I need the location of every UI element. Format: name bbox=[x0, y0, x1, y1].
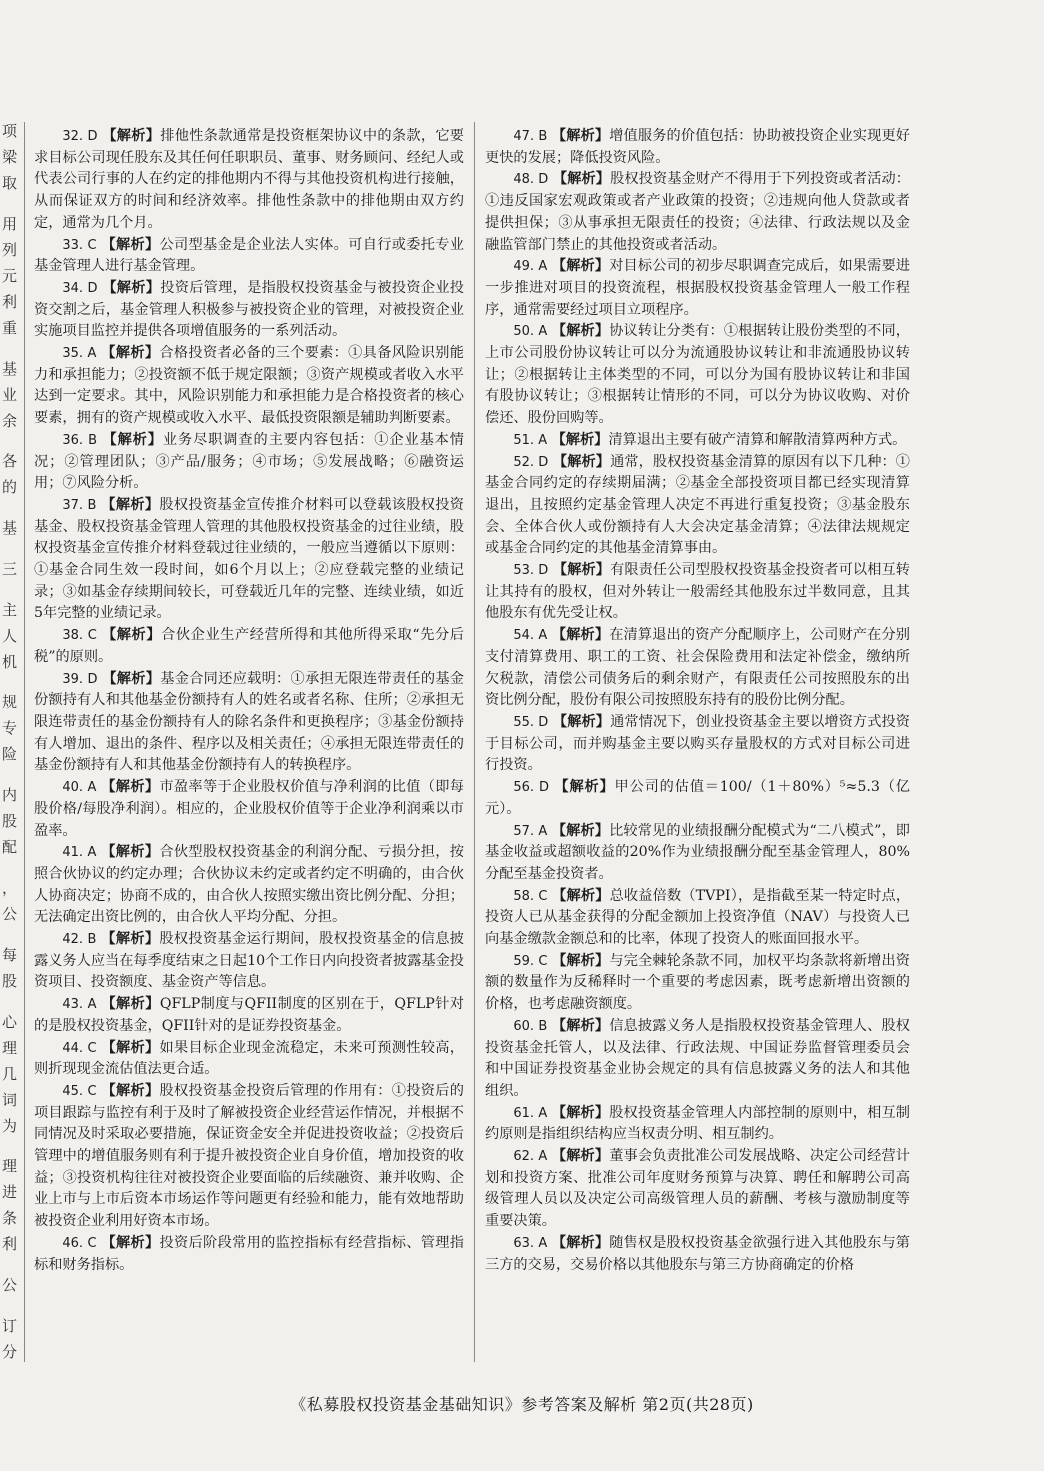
answer-number: 34. D bbox=[62, 280, 98, 296]
margin-char: 元 bbox=[2, 266, 18, 285]
answer-number: 50. A bbox=[513, 324, 548, 340]
margin-char: 主 bbox=[2, 600, 18, 619]
margin-char: 几 bbox=[2, 1064, 18, 1083]
margin-char: 为 bbox=[2, 1116, 18, 1135]
analysis-text: 有限责任公司型股权投资基金投资者可以相互转让其持有的股权，但对外转让一般需经其他股东过半数同意，且其他股东有优先受让权。 bbox=[485, 562, 910, 622]
answer-number: 61. A bbox=[513, 1105, 548, 1121]
analysis-tag: 【解析】 bbox=[102, 431, 163, 448]
answer-number: 59. C bbox=[513, 953, 548, 969]
answer-number: 52. D bbox=[513, 454, 549, 470]
answer-entry bbox=[485, 452, 910, 561]
answer-entry bbox=[34, 278, 464, 343]
margin-char: 取 bbox=[2, 174, 18, 192]
analysis-text: 公司型基金是企业法人实体。可自行或委托专业基金管理人进行基金管理。 bbox=[34, 236, 464, 275]
answer-column-left bbox=[34, 126, 464, 1276]
analysis-tag: 【解析】 bbox=[101, 1039, 160, 1056]
analysis-tag: 【解析】 bbox=[551, 822, 610, 839]
analysis-text: 股权投资基金投资后管理的作用有：①投资后的项目跟踪与监控有利于及时了解被投资企业经营运作情况，并根据不同情况及时采取必要措施，保证资金安全并促进投资收益；②投资后管理中的增值服务则有利于提升被投资企业自身价值，增加投资的收益；③投资机构往往对被投资企业要面临的后续融资、兼并收购、企业上市与上市后资本市场运作等问题更有经验和能力，能有效地帮助被投资企业利用好资本市场。 bbox=[34, 1082, 464, 1230]
analysis-tag: 【解析】 bbox=[101, 236, 160, 253]
analysis-text: 与完全棘轮条款不同，加权平均条款将新增出资额的数量作为反稀释时一个重要的考虑因素，既考虑新增出资额的价格，也考虑融资额度。 bbox=[485, 952, 910, 1013]
analysis-text: 通常，股权投资基金清算的原因有以下几种：①基金合同约定的存续期届满；②基金全部投资项目都已经实现清算退出，且按照约定基金管理人决定不再进行重复投资；③基金股东会、全体合伙人或份额持有人大会决定基金清算；④法律法规规定或基金合同约定的其他基金清算事由。 bbox=[485, 453, 910, 557]
margin-char: 专 bbox=[2, 719, 18, 738]
answer-number: 46. C bbox=[62, 1235, 97, 1251]
answer-number: 35. A bbox=[62, 346, 97, 362]
margin-char: 规 bbox=[2, 693, 18, 712]
answer-entry bbox=[34, 842, 464, 929]
analysis-text: 增值服务的价值包括：协助被投资企业实现更好更快的发展；降低投资风险。 bbox=[485, 128, 910, 166]
analysis-text: 通常情况下，创业投资基金主要以增资方式投资于目标公司，而并购基金主要以购买存量股权的方式对目标公司进行投资。 bbox=[485, 713, 910, 774]
analysis-text: 对目标公司的初步尽职调查完成后，如果需要进一步推进对项目的投资流程，根据股权投资基金管理人一般工作程序，通常需要经过项目立项程序。 bbox=[485, 258, 910, 318]
analysis-text: 市盈率等于企业股权价值与净利润的比值（即每股价格/每股净利润）。相应的，企业股权价值等于企业净利润乘以市盈率。 bbox=[34, 779, 464, 839]
analysis-tag: 【解析】 bbox=[551, 1104, 610, 1121]
analysis-text: 比较常见的业绩报酬分配模式为“二八模式”，即基金收益或超额收益的20%作为业绩报酬分配至基金管理人，80%分配至基金投资者。 bbox=[485, 822, 910, 882]
answer-number: 39. D bbox=[62, 671, 98, 687]
answer-entry bbox=[34, 1233, 464, 1276]
answer-entry bbox=[485, 625, 910, 712]
margin-char: 的 bbox=[2, 478, 18, 497]
margin-char: 股 bbox=[2, 812, 18, 831]
answer-entry bbox=[34, 994, 464, 1037]
answer-entry bbox=[34, 430, 464, 495]
answer-number: 47. B bbox=[513, 129, 548, 144]
margin-char bbox=[2, 345, 22, 353]
margin-char: 列 bbox=[2, 240, 18, 259]
answer-number: 32. D bbox=[62, 129, 98, 144]
analysis-tag: 【解析】 bbox=[552, 887, 610, 904]
analysis-tag: 【解析】 bbox=[551, 431, 609, 448]
analysis-tag: 【解析】 bbox=[551, 627, 610, 644]
margin-char bbox=[2, 931, 22, 939]
column-divider bbox=[474, 122, 475, 1362]
analysis-tag: 【解析】 bbox=[552, 952, 610, 969]
analysis-tag: 【解析】 bbox=[102, 128, 161, 144]
margin-char: 梁 bbox=[2, 148, 18, 166]
answer-number: 37. B bbox=[62, 497, 97, 513]
margin-char: 股 bbox=[2, 971, 18, 990]
margin-char: 人 bbox=[2, 626, 18, 645]
analysis-tag: 【解析】 bbox=[551, 1148, 610, 1165]
analysis-text: 合格投资者必备的三个要素：①具备风险识别能力和承担能力；②投资额不低于规定限额；③资产规模或者收入水平达到一定要求。其中，风险识别能力和承担能力是合格投资者的核心要素，拥有的资产规模或收入水平、最低投资限额是辅助判断要素。 bbox=[34, 345, 464, 427]
page-footer: 《私募股权投资基金基础知识》参考答案及解析 第2页(共28页) bbox=[290, 1395, 754, 1414]
analysis-text: 合伙企业生产经营所得和其他所得采取“先分后税”的原则。 bbox=[34, 627, 464, 665]
margin-char: 订 bbox=[2, 1316, 18, 1335]
answer-entry bbox=[34, 343, 464, 430]
analysis-text: 如果目标企业现金流稳定，未来可预测性较高，则折现现金流估值法更合适。 bbox=[34, 1039, 464, 1078]
margin-char bbox=[2, 1302, 22, 1310]
analysis-text: 清算退出主要有破产清算和解散清算两种方式。 bbox=[608, 431, 907, 448]
answer-entry bbox=[34, 625, 464, 668]
answer-number: 60. B bbox=[513, 1018, 548, 1034]
answer-entry bbox=[485, 777, 910, 820]
answer-entry bbox=[485, 169, 910, 256]
analysis-text: 排他性条款通常是投资框架协议中的条款，它要求目标公司现任股东及其任何任职职员、董事、财务顾问、经纪人或代表公司行事的人在约定的排他期内不得与其他投资机构进行接触，从而保证双方的时间和经济效率。排他性条款中的排他期由双方约定，通常为几个月。 bbox=[34, 128, 464, 231]
answer-number: 57. A bbox=[513, 823, 548, 839]
margin-char bbox=[2, 586, 22, 594]
margin-char bbox=[2, 438, 22, 446]
analysis-text: 合伙型股权投资基金的利润分配、亏损分担，按照合伙协议的约定办理；合伙协议未约定或者约定不明确的，由合伙人协商决定；协商不成的，由合伙人按照实缴出资比例分配、分担；无法确定出资比例的，由合伙人平均分配、分担。 bbox=[34, 844, 464, 926]
answer-number: 33. C bbox=[62, 237, 97, 253]
analysis-text: 协议转让分类有：①根据转让股份类型的不同，上市公司股份协议转让可以分为流通股协议转让和非流通股协议转让；②根据转让主体类型的不同，可以分为国有股协议转让和非国有股协议转让；③根据转让情形的不同，可以分为协议收购、对价偿还、股份回购等。 bbox=[485, 323, 910, 427]
answer-entry bbox=[34, 495, 464, 625]
answer-entry bbox=[485, 1016, 910, 1103]
margin-char: 三 bbox=[2, 559, 18, 578]
margin-char bbox=[2, 545, 22, 553]
analysis-text: 股权投资基金运行期间，股权投资基金的信息披露义务人应当在每季度结束之日起10个工作日内向投资者披露基金投资项目、投资额度、基金资产等信息。 bbox=[34, 931, 464, 991]
margin-char: 重 bbox=[2, 318, 18, 337]
margin-char bbox=[2, 1143, 22, 1151]
answer-entry bbox=[485, 821, 910, 886]
margin-char: 各 bbox=[2, 452, 18, 471]
margin-char bbox=[2, 771, 22, 779]
answer-number: 40. A bbox=[62, 780, 97, 796]
margin-char: 用 bbox=[2, 214, 18, 233]
margin-char: 词 bbox=[2, 1090, 18, 1109]
analysis-tag: 【解析】 bbox=[551, 1017, 610, 1034]
margin-fragment-column bbox=[0, 122, 22, 1362]
margin-char bbox=[2, 200, 22, 208]
analysis-tag: 【解析】 bbox=[101, 779, 160, 796]
margin-char: 险 bbox=[2, 745, 18, 764]
answer-number: 41. A bbox=[62, 845, 97, 861]
margin-char: 配 bbox=[2, 838, 18, 857]
answer-entry bbox=[485, 321, 910, 430]
answer-entry bbox=[485, 560, 910, 625]
analysis-text: 信息披露义务人是指股权投资基金管理人、股权投资基金托管人，以及法律、行政法规、中国证券监督管理委员会和中国证券投资基金业协会规定的具有信息披露义务的法人和其他组织。 bbox=[485, 1017, 910, 1099]
margin-char: 利 bbox=[2, 1235, 18, 1254]
answer-number: 58. C bbox=[513, 888, 548, 904]
analysis-text: 总收益倍数（TVPI），是指截至某一特定时点，投资人已从基金获得的分配金额加上投资净值（NAV）与投资人已向基金缴款金额总和的比率，体现了投资人的账面回报水平。 bbox=[485, 887, 911, 948]
answer-entry bbox=[485, 126, 910, 169]
margin-char: 公 bbox=[2, 1276, 18, 1295]
margin-char: 基 bbox=[2, 519, 18, 538]
answer-number: 53. D bbox=[513, 563, 549, 579]
margin-char bbox=[2, 679, 22, 687]
analysis-tag: 【解析】 bbox=[101, 931, 160, 948]
analysis-tag: 【解析】 bbox=[102, 279, 161, 296]
analysis-text: 业务尽职调查的主要内容包括：①企业基本情况；②管理团队；③产品/服务；④市场；⑤发展战略；⑥融资运用；⑦风险分析。 bbox=[34, 431, 464, 492]
analysis-text: 投资后管理，是指股权投资基金与被投资企业投资交割之后，基金管理人积极参与被投资企业的管理，对被投资企业实施项目监控并提供各项增值服务的一系列活动。 bbox=[34, 279, 464, 340]
answer-entry bbox=[485, 430, 910, 452]
answer-number: 62. A bbox=[513, 1149, 548, 1165]
answer-number: 51. A bbox=[513, 432, 548, 448]
margin-char: 理 bbox=[2, 1157, 18, 1176]
analysis-text: 股权投资基金财产不得用于下列投资或者活动：①违反国家宏观政策或者产业政策的投资；②违规向他人贷款或者提供担保；③从事承担无限责任的投资；④法律、行政法规以及金融监管部门禁止的其他投资或者活动。 bbox=[485, 171, 910, 253]
column-divider bbox=[24, 122, 25, 1362]
answer-number: 42. B bbox=[62, 932, 97, 948]
margin-char: 每 bbox=[2, 945, 18, 964]
analysis-tag: 【解析】 bbox=[554, 779, 615, 796]
answer-entry bbox=[485, 951, 910, 1016]
analysis-text: 董事会负责批准公司发展战略、决定公司经营计划和投资方案、批准公司年度财务预算与决算、聘任和解聘公司高级管理人员以及决定公司高级管理人员的薪酬、考核与激励制度等重要决策。 bbox=[485, 1148, 910, 1230]
analysis-text: QFLP制度与QFII制度的区别在于，QFLP针对的是股权投资基金，QFII针对的是证券投资基金。 bbox=[34, 996, 464, 1034]
analysis-text: 甲公司的估值＝100/（1＋80%）⁵≈5.3（亿元）。 bbox=[485, 779, 910, 817]
analysis-tag: 【解析】 bbox=[101, 1234, 160, 1251]
analysis-tag: 【解析】 bbox=[552, 453, 611, 470]
margin-char: 理 bbox=[2, 1038, 18, 1057]
margin-char: 分 bbox=[2, 1342, 18, 1361]
margin-char: 公 bbox=[2, 905, 18, 924]
analysis-tag: 【解析】 bbox=[551, 1234, 610, 1251]
answer-entry bbox=[485, 1233, 910, 1276]
analysis-text: 在清算退出的资产分配顺序上，公司财产在分别支付清算费用、职工的工资、社会保险费用和法定补偿金，缴纳所欠税款，清偿公司债务后的剩余财产，有限责任公司按照股东的出资比例分配，股份有限公司按照股东持有的股份比例分配。 bbox=[485, 627, 910, 709]
analysis-tag: 【解析】 bbox=[101, 1082, 160, 1099]
margin-char: 余 bbox=[2, 411, 18, 430]
margin-char: ， bbox=[2, 879, 18, 898]
answer-number: 49. A bbox=[513, 259, 548, 275]
margin-char: 心 bbox=[2, 1012, 18, 1031]
answer-entry bbox=[485, 886, 910, 951]
answer-entry bbox=[485, 1103, 910, 1146]
answer-number: 44. C bbox=[62, 1040, 97, 1056]
analysis-tag: 【解析】 bbox=[101, 996, 160, 1013]
answer-number: 36. B bbox=[62, 432, 98, 448]
answer-number: 56. D bbox=[513, 780, 550, 796]
analysis-tag: 【解析】 bbox=[551, 323, 610, 340]
analysis-text: 基金合同还应载明：①承担无限连带责任的基金份额持有人和其他基金份额持有人的姓名或者名称、住所；②承担无限连带责任的基金份额持有人的除名条件和更换程序；③基金份额持有人增加、退出的条件、程序以及相关责任；④承担无限连带责任的基金份额持有人和其他基金份额持有人的转换程序。 bbox=[34, 670, 464, 774]
analysis-tag: 【解析】 bbox=[552, 562, 611, 579]
margin-char: 内 bbox=[2, 786, 18, 805]
analysis-tag: 【解析】 bbox=[551, 128, 610, 144]
margin-char: 基 bbox=[2, 359, 18, 378]
answer-entry bbox=[34, 1081, 464, 1233]
analysis-text: 股权投资基金管理人内部控制的原则中，相互制约原则是指组织结构应当权责分明、相互制约。 bbox=[485, 1104, 910, 1143]
answer-number: 45. C bbox=[62, 1083, 97, 1099]
answer-entry bbox=[485, 712, 910, 777]
margin-char: 进 bbox=[2, 1183, 18, 1202]
answer-number: 55. D bbox=[513, 714, 549, 730]
analysis-tag: 【解析】 bbox=[552, 713, 611, 730]
analysis-tag: 【解析】 bbox=[552, 171, 611, 188]
answer-number: 48. D bbox=[513, 172, 549, 188]
answer-entry bbox=[34, 929, 464, 994]
answer-number: 54. A bbox=[513, 628, 548, 644]
analysis-text: 随售权是股权投资基金欲强行进入其他股东与第三方的交易，交易价格以其他股东与第三方协商确定的价格 bbox=[485, 1234, 910, 1273]
answer-number: 63. A bbox=[513, 1235, 548, 1251]
answer-number: 38. C bbox=[62, 628, 97, 644]
margin-char: 业 bbox=[2, 385, 18, 404]
margin-char bbox=[2, 998, 22, 1006]
answer-entry bbox=[34, 777, 464, 842]
answer-entry bbox=[34, 1038, 464, 1081]
analysis-text: 投资后阶段常用的监控指标有经营指标、管理指标和财务指标。 bbox=[34, 1234, 464, 1273]
answer-column-right bbox=[485, 126, 910, 1276]
analysis-tag: 【解析】 bbox=[102, 670, 161, 687]
answer-entry bbox=[485, 1146, 910, 1233]
analysis-tag: 【解析】 bbox=[101, 345, 160, 362]
answer-number: 43. A bbox=[62, 997, 97, 1013]
answer-entry bbox=[34, 126, 464, 235]
answer-entry bbox=[485, 256, 910, 321]
margin-char: 项 bbox=[2, 122, 18, 140]
analysis-tag: 【解析】 bbox=[101, 496, 160, 513]
margin-char: 利 bbox=[2, 292, 18, 311]
answer-entry bbox=[34, 669, 464, 778]
analysis-tag: 【解析】 bbox=[101, 844, 160, 861]
analysis-tag: 【解析】 bbox=[101, 627, 162, 644]
margin-char: 机 bbox=[2, 652, 18, 671]
margin-char bbox=[2, 504, 22, 512]
margin-char: 条 bbox=[2, 1209, 18, 1228]
analysis-tag: 【解析】 bbox=[551, 258, 610, 275]
answer-entry bbox=[34, 235, 464, 278]
margin-char bbox=[2, 864, 22, 872]
margin-char bbox=[2, 1261, 22, 1269]
analysis-text: 股权投资基金宣传推介材料可以登载该股权投资基金、股权投资基金管理人管理的其他股权投资基金的过往业绩，股权投资基金宣传推介材料登载过往业绩的，一般应当遵循以下原则：①基金合同生效一段时间，如6个月以上；②应登载完整的业绩记录；③如基金存续期间较长，可登载近几年的完整、连续业绩，如近5年完整的业绩记录。 bbox=[34, 496, 464, 622]
